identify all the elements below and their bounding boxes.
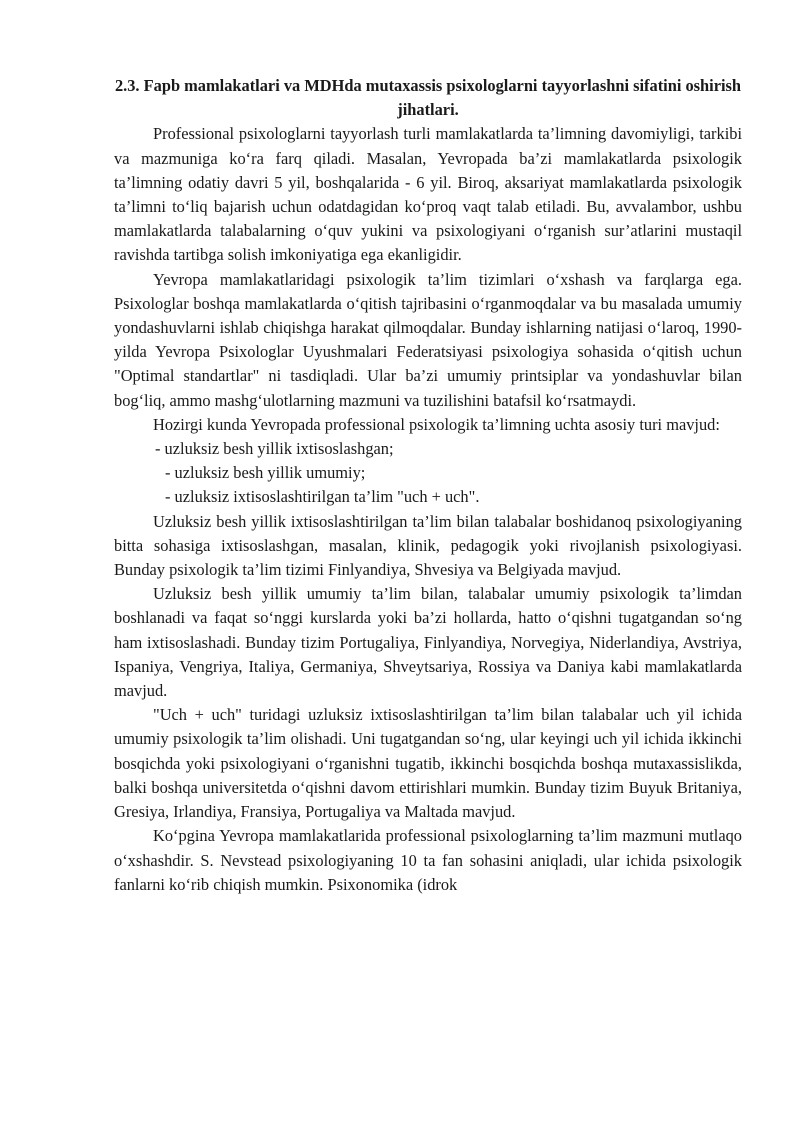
paragraph: Hozirgi kunda Yevropada professional psixologik ta’limning uchta asosiy turi mavjud: xyxy=(153,414,720,434)
paragraph: Uzluksiz besh yillik ixtisoslashtirilgan ta’lim bilan talabalar boshidanoq psixologiyaning bitta sohasiga ixtisoslashgan, masalan, klinik, pedagogik yoki rivojlanish psixologiyasi. Bunday psixologik ta’lim tizimi Finlyandiya, Shvesiya va Belgiyada mavjud. xyxy=(114,511,742,580)
paragraph: Yevropa mamlakatlaridagi psixologik ta’lim tizimlari o‘xshash va farqlarga ega. Psixologlar boshqa mamlakatlarda o‘qitish tajribasini o‘rganmoqdalar va bu masalada umumiy yondashuvlarni ishlab chiqishga harakat qilmoqdalar. Bunday ishlarning natijasi o‘laroq, 1990-yilda Yevropa Psixologlar Uyushmalari Federatsiyasi psixologiya sohasida o‘qitish uchun "Optimal standartlar" ni tasdiqladi. Ular ba’zi umumiy printsiplar va yondashuvlar bilan bog‘liq, ammo mashg‘ulotlarning mazmuni va tuzilishini batafsil ko‘rsatmaydi. xyxy=(114,269,742,410)
paragraph: Uzluksiz besh yillik umumiy ta’lim bilan, talabalar umumiy psixologik ta’limdan boshlanadi va faqat so‘nggi kurslarda yoki ba’zi hollarda, hatto o‘qishni tugatgandan so‘ng ham ixtisoslashadi. Bunday tizim Portugaliya, Finlyandiya, Norvegiya, Niderlandiya, Avstriya, Ispaniya, Vengriya, Italiya, Germaniya, Shveytsariya, Rossiya va Daniya kabi mamlakatlarda mavjud. xyxy=(114,584,742,701)
list-item: - uzluksiz besh yillik ixtisoslashgan; xyxy=(155,439,394,459)
paragraph: "Uch + uch" turidagi uzluksiz ixtisoslashtirilgan ta’lim bilan talabalar uch yil ichida umumiy psixologik ta’lim olishadi. Uni tugatgandan so‘ng, ular keyingi uch yil ichida ikkinchi bosqichda yoki psixologiyani o‘rganishni tugatib, ikkinchi bosqichda boshqa mutaxassislikda, balki boshqa universitetda o‘qishni davom ettirishlari mumkin. Bunday tizim Buyuk Britaniya, Gresiya, Irlandiya, Fransiya, Portugaliya va Maltada mavjud. xyxy=(114,705,742,822)
education-types-list xyxy=(114,437,742,510)
paragraph: Ko‘pgina Yevropa mamlakatlarida professional psixologlarning ta’lim mazmuni mutlaqo o‘xshashdir. S. Nevstead psixologiyaning 10 ta fan sohasini aniqladi, ular ichida psixologik fanlarni ko‘rib chiqish mumkin. Psixonomika (idrok xyxy=(114,826,742,894)
list-item: - uzluksiz besh yillik umumiy; xyxy=(165,463,366,483)
paragraph: Professional psixologlarni tayyorlash turli mamlakatlarda ta’limning davomiyligi, tarkibi va mazmuniga ko‘ra farq qiladi. Masalan, Yevropada ba’zi mamlakatlarda psixologik ta’limning odatiy davri 5 yil, boshqalarida - 6 yil. Biroq, aksariyat mamlakatlarda psixologik ta’limni to‘liq bajarish uchun odatdagidan ko‘proq vaqt talab etiladi. Bu, avvalambor, ushbu mamlakatlarda talabalarning o‘quv yukini va psixologiyani o‘rganish sur’atlarini mustaqil ravishda tartibga solish imkoniyatiga ega ekanligidir. xyxy=(114,124,742,265)
document-page xyxy=(114,74,742,897)
list-item: - uzluksiz ixtisoslashtirilgan ta’lim "uch + uch". xyxy=(165,487,480,507)
section-title: 2.3. Fapb mamlakatlari va MDHda mutaxassis psixologlarni tayyorlashni sifatini oshirish jihatlari. xyxy=(114,76,742,120)
